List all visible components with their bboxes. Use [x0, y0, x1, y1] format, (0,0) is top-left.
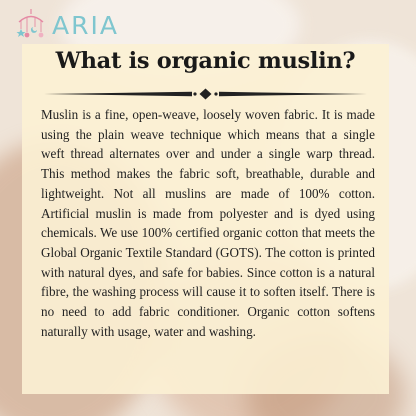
brand-name: ARIA	[52, 10, 119, 40]
card-body: Muslin is a fine, open-weave, loosely woven fabric. It is made using the plain weave technique which means that a single weft thread alternates over and under a single warp thread. This method makes the fabric soft, breathable, durable and lightweight. Not all muslins are made of 100% cotton. Artificial muslin is made from polyester and is dyed using chemicals. We use 100% certified organic cotton that meets the Global Organic Textile Standard (GOTS). The cotton is printed with natural dyes, and safe for babies. Since cotton is a natural fibre, the washing process will cause it to soften itself. There is no need to add fabric conditioner. Organic cotton softens naturally with usage, water and washing.	[41, 107, 375, 339]
brand-logo	[14, 7, 119, 43]
card-title: What is organic muslin?	[55, 48, 356, 74]
ornamental-divider-icon	[42, 87, 369, 101]
baby-mobile-icon	[14, 8, 48, 42]
info-card	[22, 44, 389, 394]
